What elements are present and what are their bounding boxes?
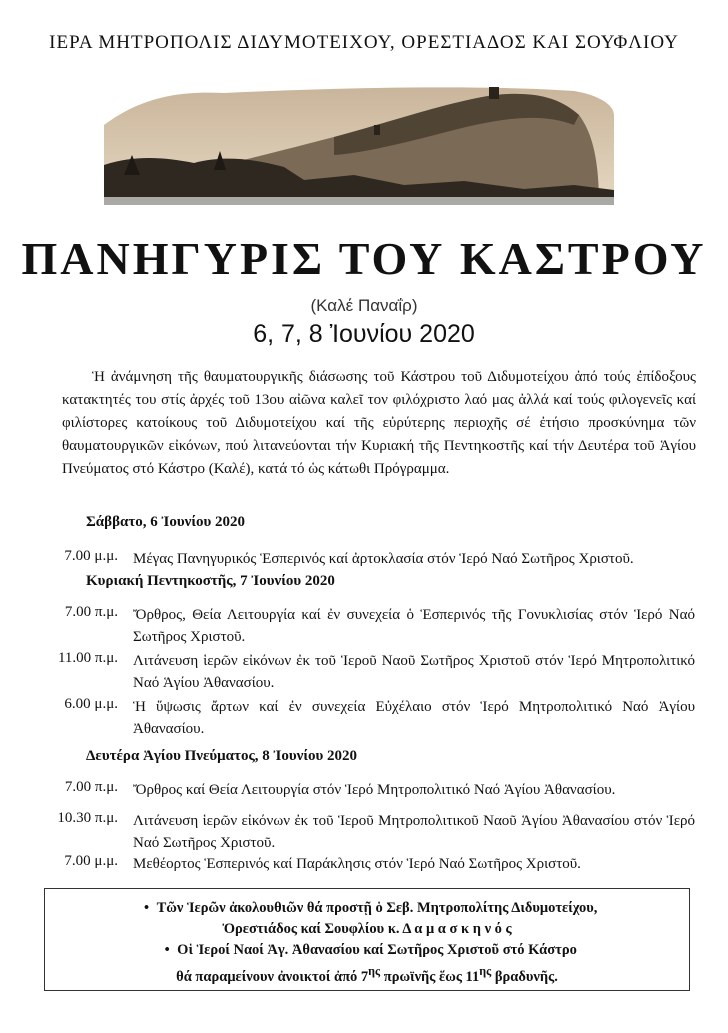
page-subtitle: (Καλέ Παναΐρ) xyxy=(310,296,418,315)
event-text: Ἡ ὕψωσις ἄρτων καί ἐν συνεχεία Εὐχέλαιο στόν Ἱερό Μητροπολιτικό Ναό Ἁγίου Ἀθανασίου. xyxy=(133,699,695,737)
notice-line-1: • Τῶν Ἱερῶν ἀκολουθιῶν θά προστῇ ὁ Σεβ. Μητροπολίτης Διδυμοτείχου, xyxy=(45,898,689,919)
bullet-icon: • xyxy=(144,900,150,916)
event-time: 11.00 π.μ. xyxy=(57,650,118,666)
bullet-icon: • xyxy=(164,942,170,958)
event-text: Ὄρθρος καί Θεία Λειτουργία στόν Ἱερό Μητροπολιτικό Ναό Ἁγίου Ἀθανασίου. xyxy=(133,782,616,798)
notice-line-4: θά παραμείνουν ἀνοικτοί ἀπό $7^{\eta\varsigma}$ πρωϊνῆς ἕως $11^{\eta\varsigma}$ βραδυνῆς. xyxy=(176,964,558,985)
notice-line-2: Ὀρεστιάδος καί Σουφλίου κ. Δ α μ α σ κ η ν ό ς xyxy=(222,921,512,937)
castle-photo xyxy=(104,85,614,205)
day-heading-monday: Δευτέρα Ἁγίου Πνεύματος, 8 Ἰουνίου 2020 xyxy=(86,748,358,764)
intro-paragraph: Ἡ ἀνάμνηση τῆς θαυματουργικῆς διάσωσης τοῦ Κάστρου τοῦ Διδυμοτείχου ἀπό τούς ἐπίδοξους κατακτητές του στίς ἀρχές τοῦ 13ου αἰῶνα καλεῖ τον φιλόχριστο λαό μας ἀλλά καί τούς φιλογενεῖς καί φιλίστορες κατοίκους τοῦ Διδυμοτείχου καί τῆς εὐρύτερης περιοχῆς σέ ἐτήσιο προσκύνημα τῶν θαυματουργικῶν εἰκόνων, πού λιτανεύονται τήν Κυριακή τῆς Πεντηκοστῆς καί τήν Δευτέρα τοῦ Ἁγίου Πνεύματος στό Κάστρο (Καλέ), κατά τό ὡς κάτωθι Πρόγραμμα. xyxy=(62,369,696,477)
notice-line-3: • Οἱ Ἱεροί Ναοί Ἁγ. Ἀθανασίου καί Σωτῆρος Χριστοῦ στό Κάστρο xyxy=(45,940,689,961)
day-heading-saturday: Σάββατο, 6 Ἰουνίου 2020 xyxy=(86,514,246,530)
event-text: Λιτάνευση ἱερῶν εἰκόνων ἐκ τοῦ Ἱεροῦ Ναοῦ Σωτῆρος Χριστοῦ στόν Ἱερό Μητροπολιτικό Ναό Ἁγίου Ἀθανασίου. xyxy=(133,653,695,691)
event-text: Λιτάνευση ἱερῶν εἰκόνων ἐκ τοῦ Ἱεροῦ Μητροπολιτικοῦ Ναοῦ Ἁγίου Ἀθανασίου στόν Ἱερό Ναό Σωτῆρος Χριστοῦ. xyxy=(133,813,695,851)
page-title: ΠΑΝΗΓΥΡΙΣ ΤΟΥ ΚΑΣΤΡΟΥ xyxy=(21,233,707,284)
event-time: 7.00 μ.μ. xyxy=(64,548,118,564)
event-time: 10.30 π.μ. xyxy=(57,810,118,826)
event-time: 7.00 π.μ. xyxy=(64,604,118,620)
metropolis-header: ΙΕΡΑ ΜΗΤΡΟΠΟΛΙΣ ΔΙΔΥΜΟΤΕΙΧΟΥ, ΟΡΕΣΤΙΑΔΟΣ ΚΑΙ ΣΟΥΦΛΙΟΥ xyxy=(49,32,679,53)
festival-dates: 6, 7, 8 Ἰουνίου 2020 xyxy=(253,320,475,348)
event-text: Μεθέορτος Ἑσπερινός καί Παράκλησις στόν Ἱερό Ναό Σωτῆρος Χριστοῦ. xyxy=(133,856,581,872)
event-time: 7.00 π.μ. xyxy=(64,779,118,795)
day-heading-sunday: Κυριακή Πεντηκοστῆς, 7 Ἰουνίου 2020 xyxy=(86,573,335,589)
event-text: Ὄρθρος, Θεία Λειτουργία καί ἐν συνεχεία ὁ Ἑσπερινός τῆς Γονυκλισίας στόν Ἱερό Ναό Σωτῆρος Χριστοῦ. xyxy=(133,607,695,645)
event-time: 6.00 μ.μ. xyxy=(64,696,118,712)
event-text: Μέγας Πανηγυρικός Ἑσπερινός καί ἀρτοκλασία στόν Ἱερό Ναό Σωτῆρος Χριστοῦ. xyxy=(133,551,634,567)
notice-box xyxy=(44,888,690,991)
event-time: 7.00 μ.μ. xyxy=(64,853,118,869)
